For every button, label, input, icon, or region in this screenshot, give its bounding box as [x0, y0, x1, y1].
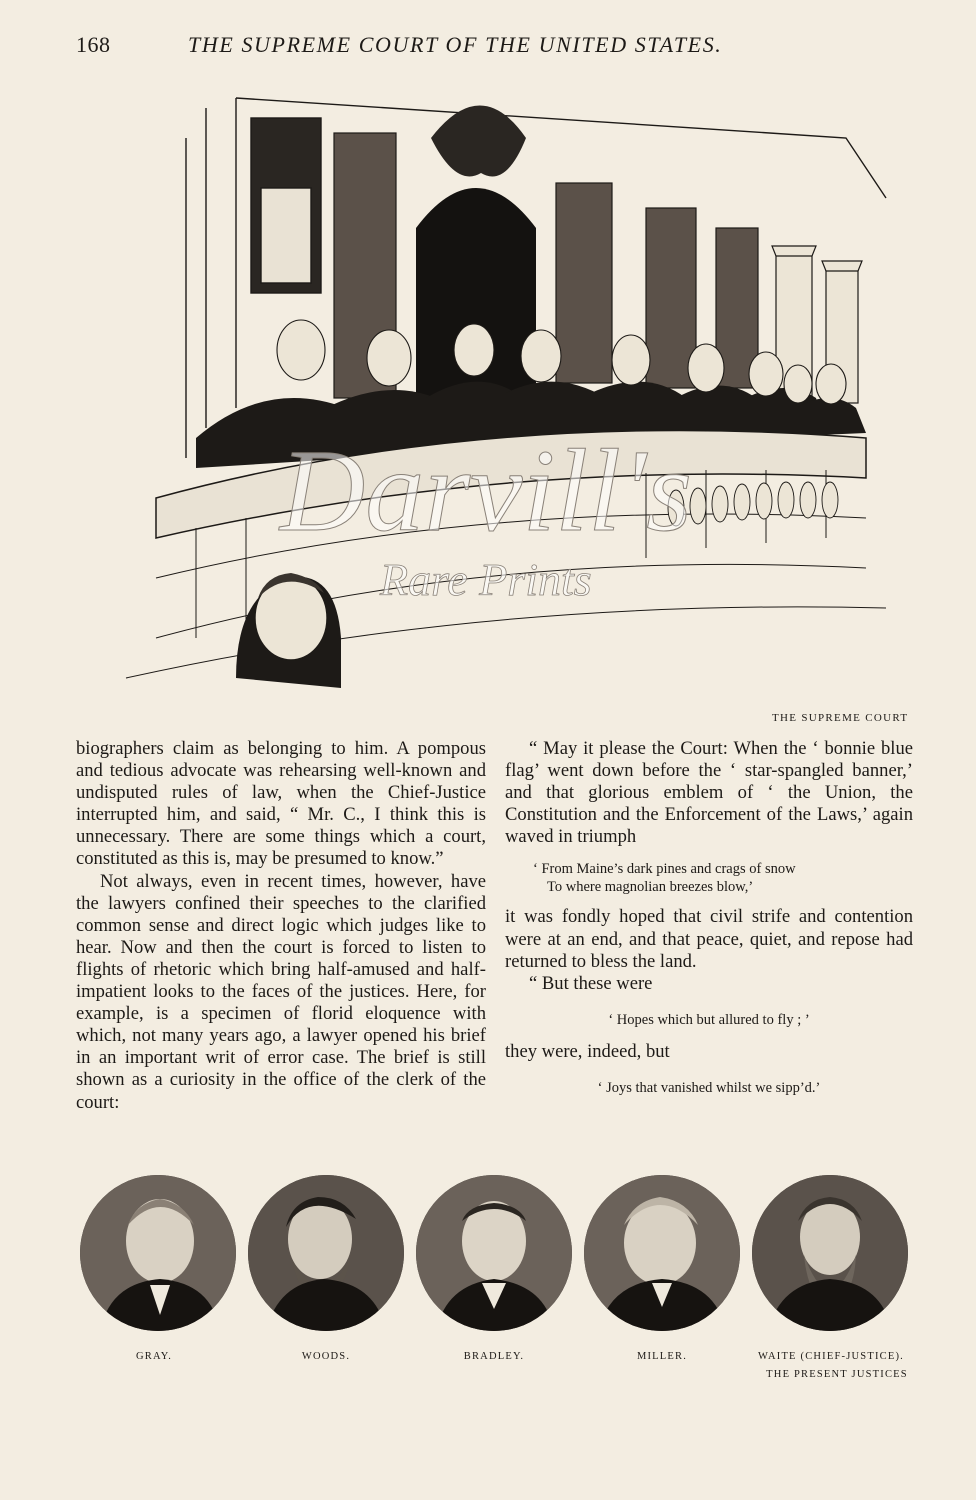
portrait-name-bradley: BRADLEY.: [463, 1351, 525, 1362]
portrait-woods: [248, 1175, 404, 1335]
left-paragraph-2: Not always, even in recent times, however, have the lawyers confined their speeches to the clarified common sense and direct logic which judges like to hear. Now and then the court is forced to listen to flights of rhetoric which bring half-amused and half-impatient looks to the faces of the justices. Here, for example, is a specimen of florid eloquence with which, not many years ago, a lawyer opened his brief in an important writ of error case. The brief is still shown as a curiosity in the office of the clerk of the court:: [76, 870, 486, 1113]
verse-line-1: ‘ From Maine’s dark pines and crags of snow: [533, 861, 796, 878]
verse-hopes: ‘ Hopes which but allured to fly ; ’: [608, 1011, 810, 1028]
right-paragraph-4: they were, indeed, but: [505, 1040, 670, 1062]
left-paragraph-1: biographers claim as belonging to him. A pompous and tedious advocate was rehearsing well-known and undisputed rules of law, when the Chief-Justice interrupted him, and said, “ Mr. C., I think this is unnecessary. There are some things which a court, constituted as this is, may be presumed to know.”: [76, 738, 486, 870]
portrait-bradley: [416, 1175, 572, 1335]
portrait-name-miller: MILLER.: [636, 1351, 688, 1362]
page-header: [76, 32, 816, 62]
right-paragraph-3: “ But these were: [529, 972, 653, 994]
verse-joys: ‘ Joys that vanished whilst we sipp’d.’: [597, 1080, 821, 1097]
portrait-medallion: [80, 1175, 236, 1331]
portrait-medallion: [416, 1175, 572, 1331]
left-column: [76, 738, 486, 1114]
portrait-medallion: [584, 1175, 740, 1331]
portrait-name-woods: WOODS.: [301, 1351, 351, 1362]
watermark-line2: Rare Prints: [380, 554, 592, 605]
right-column: [505, 738, 913, 1109]
verse-maine: [533, 860, 913, 896]
illustration-caption: THE SUPREME COURT: [772, 712, 909, 724]
portrait-name-gray: GRAY.: [135, 1351, 173, 1362]
portrait-name-waite: WAITE (CHIEF-JUSTICE).: [758, 1351, 904, 1362]
portraits-caption: THE PRESENT JUSTICES: [766, 1369, 908, 1380]
justice-portraits: [76, 1175, 921, 1385]
portrait-medallion: [752, 1175, 908, 1331]
portrait-waite: [752, 1175, 908, 1335]
portrait-gray: [80, 1175, 236, 1335]
supreme-court-engraving: [86, 78, 916, 698]
watermark-line1: Darvill's: [280, 425, 693, 556]
right-paragraph-1: “ May it please the Court: When the ‘ bonnie blue flag’ went down before the ‘ star-spangled banner,’ and that glorious emblem of ‘ the Union, the Constitution and the Enforcement of the Laws,’ again waved in triumph: [505, 738, 913, 848]
portrait-miller: [584, 1175, 740, 1335]
portrait-medallion: [248, 1175, 404, 1331]
verse-line-2: To where magnolian breezes blow,’: [547, 879, 754, 896]
right-paragraph-2: it was fondly hoped that civil strife and contention were at an end, and that peace, quiet, and repose had returned to bless the land.: [505, 906, 913, 972]
page-number: 168: [76, 32, 111, 57]
running-head: THE SUPREME COURT OF THE UNITED STATES.: [188, 32, 723, 57]
